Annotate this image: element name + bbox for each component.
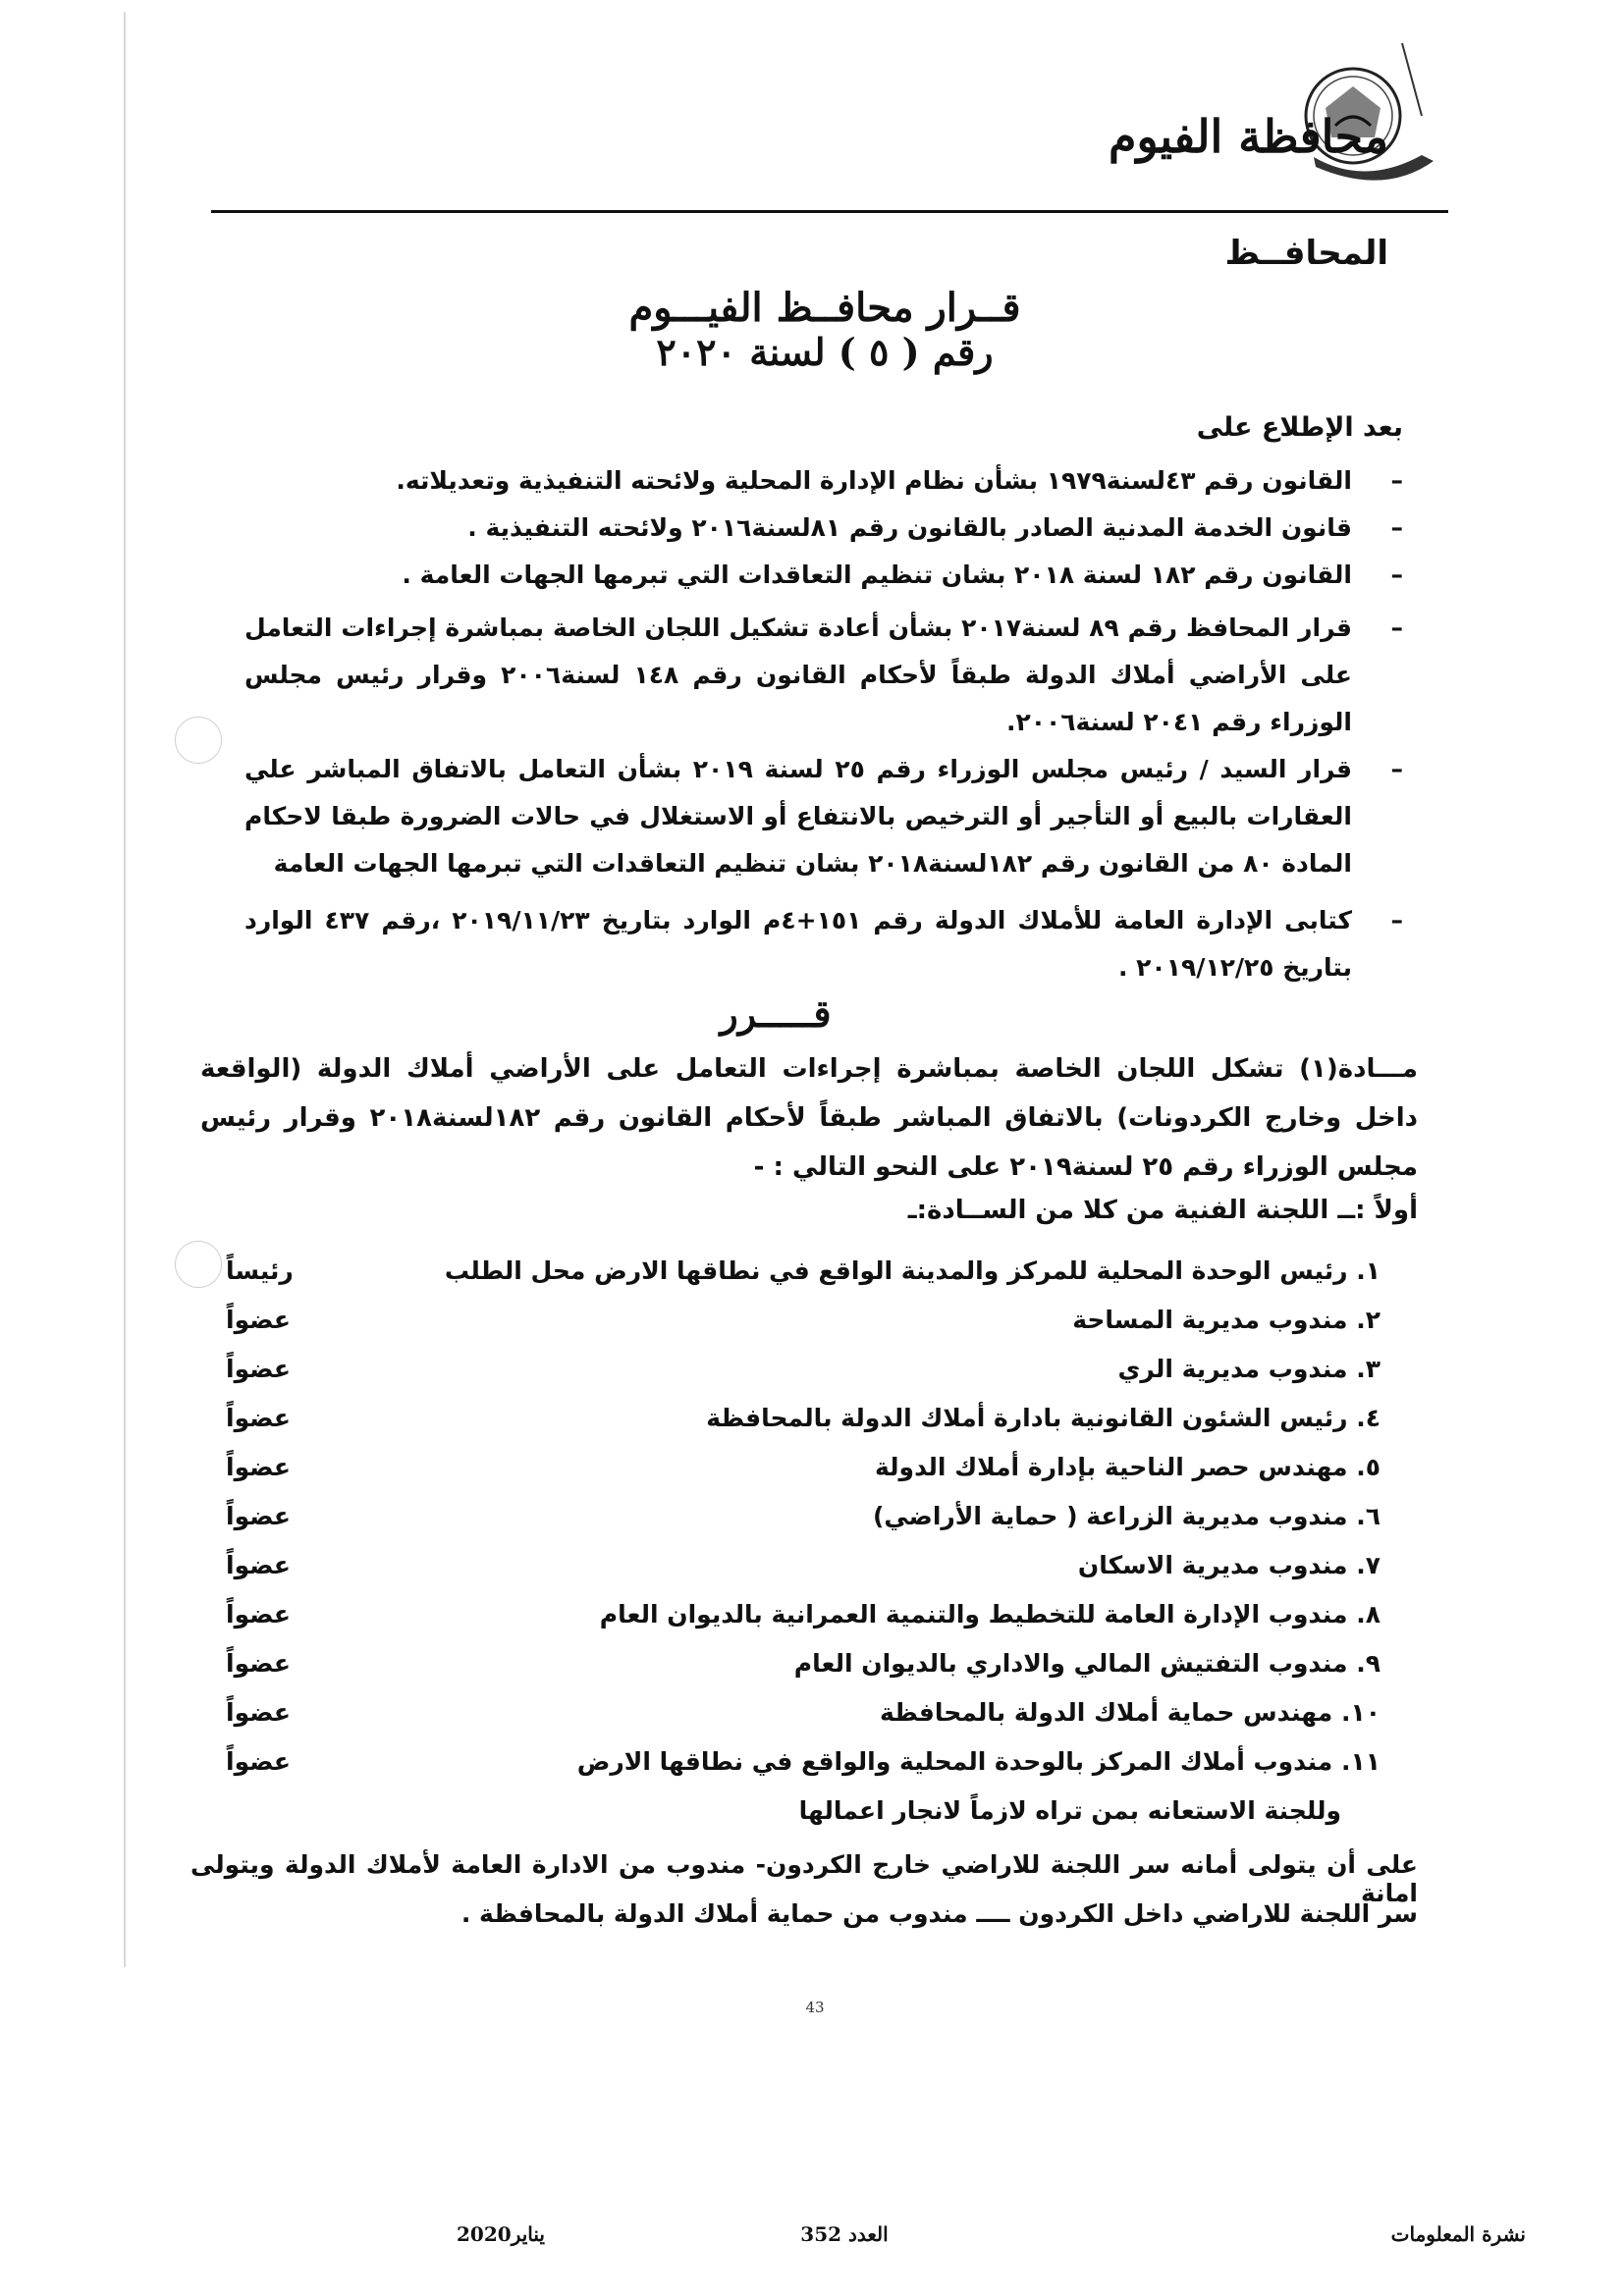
member-role: عضواً bbox=[226, 1747, 291, 1776]
footer-publication: نشرة المعلومات bbox=[1390, 2222, 1526, 2246]
preamble-item bbox=[244, 457, 1403, 505]
member-row bbox=[226, 1256, 1380, 1296]
member-name: ٢. مندوب مديرية المساحة bbox=[1072, 1306, 1380, 1334]
member-role: عضواً bbox=[226, 1355, 291, 1383]
dash-marker: – bbox=[1390, 561, 1403, 589]
member-row bbox=[226, 1747, 1380, 1787]
punch-hole-mark bbox=[175, 1241, 222, 1288]
committee-note-row bbox=[226, 1796, 1380, 1836]
dash-marker: – bbox=[1390, 513, 1403, 542]
member-role: رئيساً bbox=[226, 1256, 294, 1285]
dash-marker: – bbox=[1390, 906, 1403, 934]
preamble-item-text: كتابى الإدارة العامة للأملاك الدولة رقم ١٥١+٤م الوارد بتاريخ ٢٠١٩/١١/٢٣ ،رقم ٤٣٧ الوارد بتاريخ ٢٠١٩/١٢/٢٥ . bbox=[244, 906, 1352, 982]
member-role: عضواً bbox=[226, 1551, 291, 1579]
member-role: عضواً bbox=[226, 1649, 291, 1678]
preamble-intro: بعد الإطلاع على bbox=[1196, 412, 1403, 443]
page-number: 43 bbox=[805, 1999, 825, 2016]
dash-marker: – bbox=[1390, 755, 1403, 783]
punch-hole-mark bbox=[175, 717, 222, 764]
member-row bbox=[226, 1502, 1380, 1541]
member-name: ٨. مندوب الإدارة العامة للتخطيط والتنمية العمرانية بالديوان العام bbox=[599, 1600, 1380, 1629]
committee-heading: أولاً :ــ اللجنة الفنية من كلا من الســادة:ـ bbox=[907, 1196, 1418, 1225]
member-name: ٦. مندوب مديرية الزراعة ( حماية الأراضي) bbox=[872, 1502, 1380, 1530]
member-row bbox=[226, 1355, 1380, 1394]
decree-title: قــرار محافــظ الفيـــوم bbox=[628, 285, 1021, 331]
header-divider bbox=[211, 210, 1448, 213]
footer-date: يناير2020 bbox=[457, 2222, 545, 2246]
preamble-item bbox=[244, 552, 1403, 599]
footer-issue: العدد 352 bbox=[800, 2222, 889, 2246]
article-1: مـــادة(١) تشكل اللجان الخاصة بمباشرة إجراءات التعامل على الأراضي أملاك الدولة (الواقعة داخل وخارج الكردونات) بالاتفاق المباشر طبقاً لأحكام القانون رقم ١٨٢لسنة٢٠١٨ وقرار رئيس مجلس الوزراء رقم ٢٥ لسنة٢٠١٩ على النحو التالي : - bbox=[200, 1054, 1418, 1182]
preamble-item-text: قانون الخدمة المدنية الصادر بالقانون رقم ٨١لسنة٢٠١٦ ولائحته التنفيذية . bbox=[467, 513, 1352, 542]
member-role: عضواً bbox=[226, 1502, 291, 1530]
secretariat-line: سر اللجنة للاراضي داخل الكردون ــــ مندوب من حماية أملاك الدولة بالمحافظة . bbox=[460, 1899, 1418, 1928]
preamble-item-text: قرار المحافظ رقم ٨٩ لسنة٢٠١٧ بشأن أعادة تشكيل اللجان الخاصة بمباشرة إجراءات التعامل على الأراضي أملاك الدولة طبقاً لأحكام القانون رقم ١٤٨ لسنة٢٠٠٦ وقرار رئيس مجلس الوزراء رقم ٢٠٤١ لسنة٢٠٠٦. bbox=[244, 614, 1352, 736]
member-row bbox=[226, 1649, 1380, 1688]
governorate-name: محافظة الفيوم bbox=[1109, 110, 1388, 163]
dash-marker: – bbox=[1390, 466, 1403, 495]
committee-note: وللجنة الاستعانه بمن تراه لازماً لانجار اعمالها bbox=[798, 1796, 1341, 1825]
decided-heading: قـــــرر bbox=[720, 991, 832, 1036]
preamble-item-text: القانون رقم ١٨٢ لسنة ٢٠١٨ بشان تنظيم التعاقدات التي تبرمها الجهات العامة . bbox=[402, 561, 1352, 589]
member-role: عضواً bbox=[226, 1404, 291, 1432]
preamble-item bbox=[244, 505, 1403, 552]
member-role: عضواً bbox=[226, 1600, 291, 1629]
member-role: عضواً bbox=[226, 1698, 291, 1727]
member-name: ٤. رئيس الشئون القانونية بادارة أملاك الدولة بالمحافظة bbox=[706, 1404, 1380, 1432]
secretariat-line: على أن يتولى أمانه سر اللجنة للاراضي خارج الكردون- مندوب من الادارة العامة لأملاك الدولة ويتولى امانة bbox=[190, 1850, 1418, 1907]
member-name: ١١. مندوب أملاك المركز بالوحدة المحلية والواقع في نطاقها الارض bbox=[576, 1747, 1380, 1776]
member-name: ٧. مندوب مديرية الاسكان bbox=[1077, 1551, 1380, 1579]
preamble-item bbox=[244, 605, 1403, 746]
member-role: عضواً bbox=[226, 1306, 291, 1334]
member-name: ١. رئيس الوحدة المحلية للمركز والمدينة الواقع في نطاقها الارض محل الطلب bbox=[444, 1256, 1380, 1285]
preamble-item-text: القانون رقم ٤٣لسنة١٩٧٩ بشأن نظام الإدارة المحلية ولائحته التنفيذية وتعديلاته. bbox=[396, 466, 1352, 495]
preamble-item-text: قرار السيد / رئيس مجلس الوزراء رقم ٢٥ لسنة ٢٠١٩ بشأن التعامل بالاتفاق المباشر علي العقارات بالبيع أو التأجير أو الترخيص بالانتفاع أو الاستغلال في حالات الضرورة طبقا لاحكام المادة ٨٠ من القانون رقم ١٨٢لسنة٢٠١٨ بشان تنظيم التعاقدات التي تبرمها الجهات العامة bbox=[244, 755, 1352, 878]
preamble-item bbox=[244, 897, 1403, 991]
member-row bbox=[226, 1698, 1380, 1737]
member-name: ٣. مندوب مديرية الري bbox=[1117, 1355, 1380, 1383]
member-name: ٥. مهندس حصر الناحية بإدارة أملاك الدولة bbox=[875, 1453, 1380, 1481]
member-row bbox=[226, 1551, 1380, 1590]
member-name: ١٠. مهندس حماية أملاك الدولة بالمحافظة bbox=[879, 1698, 1380, 1727]
member-role: عضواً bbox=[226, 1453, 291, 1481]
member-row bbox=[226, 1600, 1380, 1639]
member-name: ٩. مندوب التفتيش المالي والاداري بالديوان العام bbox=[793, 1649, 1380, 1678]
dash-marker: – bbox=[1390, 614, 1403, 642]
decree-number: رقم ( ٥ ) لسنة ٢٠٢٠ bbox=[656, 330, 994, 374]
governor-title: المحافــظ bbox=[1224, 234, 1388, 273]
member-row bbox=[226, 1404, 1380, 1443]
member-row bbox=[226, 1453, 1380, 1492]
preamble-item bbox=[244, 746, 1403, 887]
member-row bbox=[226, 1306, 1380, 1345]
